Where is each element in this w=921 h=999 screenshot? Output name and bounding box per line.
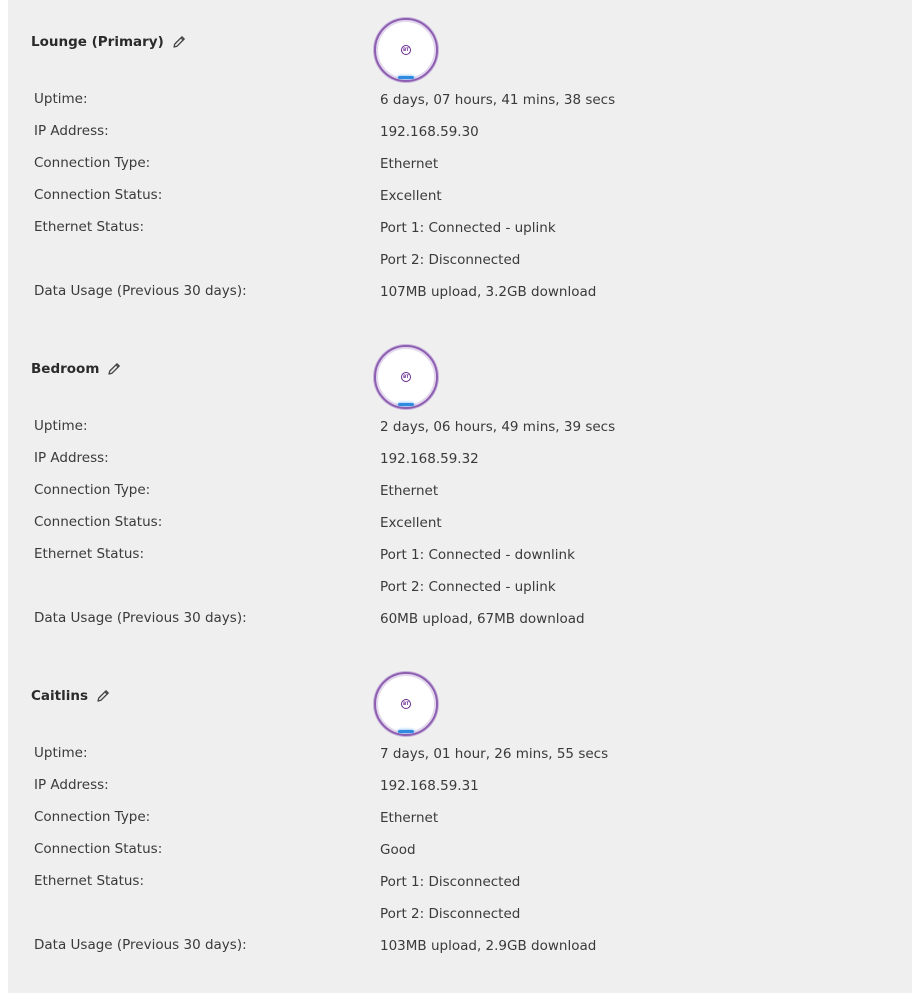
device-name: Lounge (Primary) — [31, 34, 164, 50]
device-card-lounge — [8, 0, 912, 327]
uptime-label: Uptime: — [34, 91, 88, 107]
wifi-disc-icon — [374, 345, 438, 409]
pencil-icon[interactable] — [95, 688, 111, 704]
devices-panel — [8, 0, 912, 993]
device-name: Caitlins — [31, 688, 88, 704]
ip-address-label: IP Address: — [34, 450, 109, 466]
uptime-value: 6 days, 07 hours, 41 mins, 38 secs — [380, 92, 616, 108]
data-usage-value: 107MB upload, 3.2GB download — [380, 284, 597, 300]
uptime-value: 2 days, 06 hours, 49 mins, 39 secs — [380, 419, 616, 435]
bt-logo-icon: BT — [401, 372, 411, 382]
connection-type-label: Connection Type: — [34, 155, 151, 171]
connection-status-label: Connection Status: — [34, 187, 163, 203]
bt-logo-icon: BT — [401, 45, 411, 55]
wifi-disc-icon — [374, 672, 438, 736]
ip-address-value: 192.168.59.31 — [380, 778, 479, 794]
ethernet-port2-value: Port 2: Disconnected — [380, 252, 521, 268]
ethernet-port1-value: Port 1: Disconnected — [380, 874, 521, 890]
ethernet-port1-value: Port 1: Connected - downlink — [380, 547, 575, 563]
connection-status-value: Excellent — [380, 515, 442, 531]
ethernet-port2-value: Port 2: Connected - uplink — [380, 579, 556, 595]
ethernet-port2-value: Port 2: Disconnected — [380, 906, 521, 922]
uptime-label: Uptime: — [34, 745, 88, 761]
pencil-icon[interactable] — [106, 361, 122, 377]
data-usage-value: 103MB upload, 2.9GB download — [380, 938, 597, 954]
ip-address-value: 192.168.59.32 — [380, 451, 479, 467]
connection-type-value: Ethernet — [380, 483, 439, 499]
pencil-icon[interactable] — [171, 34, 187, 50]
status-light — [398, 76, 414, 79]
data-usage-label: Data Usage (Previous 30 days): — [34, 610, 247, 626]
uptime-label: Uptime: — [34, 418, 88, 434]
status-light — [398, 403, 414, 406]
device-title — [31, 34, 187, 50]
data-usage-label: Data Usage (Previous 30 days): — [34, 283, 247, 299]
device-card-bedroom — [8, 327, 912, 654]
connection-status-value: Excellent — [380, 188, 442, 204]
connection-status-label: Connection Status: — [34, 514, 163, 530]
connection-status-value: Good — [380, 842, 416, 858]
device-title — [31, 688, 111, 704]
status-light — [398, 730, 414, 733]
ip-address-label: IP Address: — [34, 123, 109, 139]
ip-address-value: 192.168.59.30 — [380, 124, 479, 140]
ethernet-port1-value: Port 1: Connected - uplink — [380, 220, 556, 236]
connection-type-label: Connection Type: — [34, 482, 151, 498]
connection-type-value: Ethernet — [380, 810, 439, 826]
ethernet-status-label: Ethernet Status: — [34, 546, 145, 562]
device-card-caitlins — [8, 654, 912, 981]
connection-type-label: Connection Type: — [34, 809, 151, 825]
uptime-value: 7 days, 01 hour, 26 mins, 55 secs — [380, 746, 609, 762]
data-usage-label: Data Usage (Previous 30 days): — [34, 937, 247, 953]
data-usage-value: 60MB upload, 67MB download — [380, 611, 585, 627]
ethernet-status-label: Ethernet Status: — [34, 219, 145, 235]
device-name: Bedroom — [31, 361, 100, 377]
bt-logo-icon: BT — [401, 699, 411, 709]
ethernet-status-label: Ethernet Status: — [34, 873, 145, 889]
connection-type-value: Ethernet — [380, 156, 439, 172]
device-title — [31, 361, 122, 377]
ip-address-label: IP Address: — [34, 777, 109, 793]
connection-status-label: Connection Status: — [34, 841, 163, 857]
wifi-disc-icon — [374, 18, 438, 82]
